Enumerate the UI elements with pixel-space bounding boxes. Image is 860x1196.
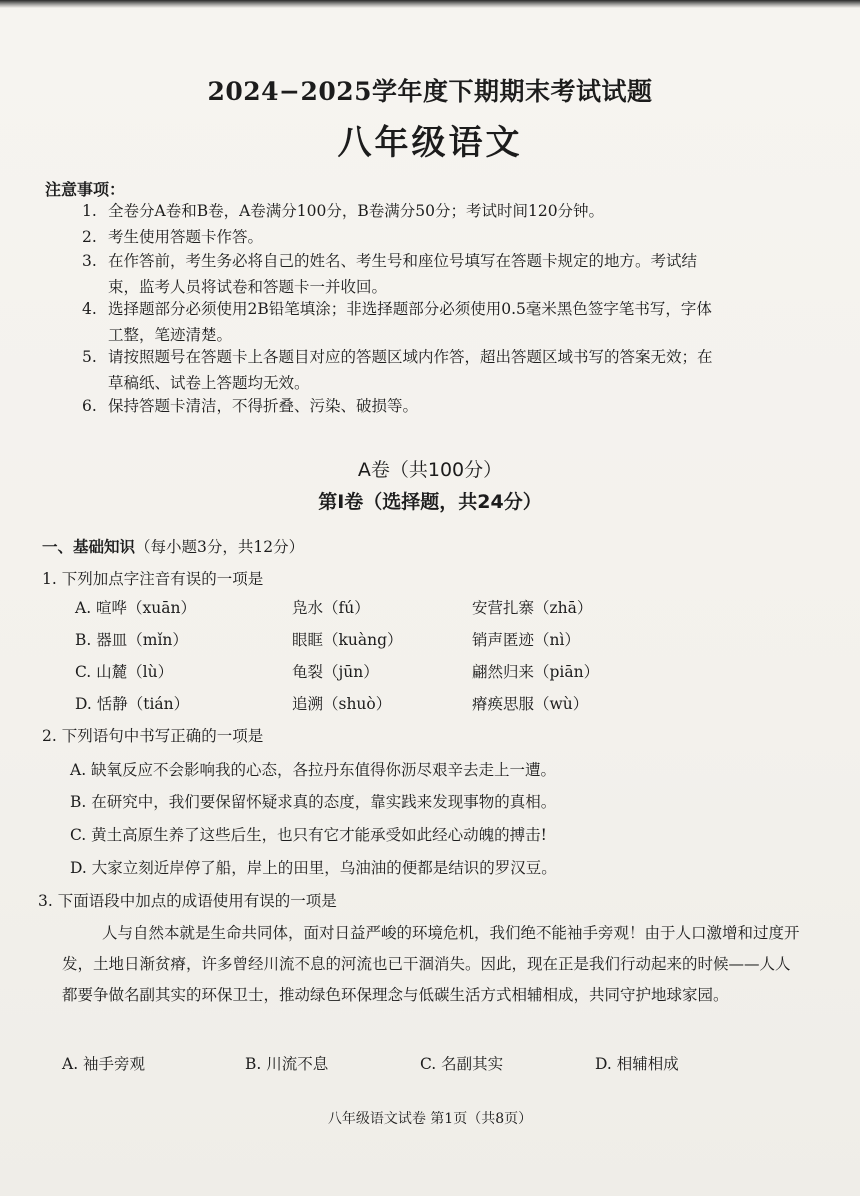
q1-option-d-1: D. 恬静（tián） bbox=[75, 695, 190, 713]
q1-option-a-3: 安营扎寨（zhā） bbox=[472, 599, 593, 617]
rule-text: 束，监考人员将试卷和答题卡一并收回。 bbox=[108, 278, 388, 296]
rule-number: 5. bbox=[82, 348, 97, 366]
exam-subject: 八年级语文 bbox=[337, 123, 523, 163]
rule-number: 3. bbox=[82, 252, 97, 270]
rule-number: 4. bbox=[82, 300, 97, 318]
q1-option-a-2: 凫水（fú） bbox=[292, 599, 370, 617]
part-1-note: （每小题3分，共12分） bbox=[135, 538, 305, 556]
notice-rule-1 bbox=[82, 198, 604, 224]
q2-option-d: D. 大家立刻近岸停了船，岸上的田里，乌油油的便都是结识的罗汉豆。 bbox=[70, 859, 557, 877]
q1-option-b-1: B. 器皿（mǐn） bbox=[75, 631, 188, 649]
q3-option-a: A. 袖手旁观 bbox=[62, 1055, 146, 1073]
rule-text: 选择题部分必须使用2B铅笔填涂；非选择题部分必须使用0.5毫米黑色签字笔书写，字体 bbox=[108, 300, 712, 318]
scan-edge-shadow bbox=[0, 0, 860, 8]
q3-option-d: D. 相辅相成 bbox=[595, 1055, 679, 1073]
q3-option-b: B. 川流不息 bbox=[245, 1055, 329, 1073]
q1-option-c-2: 龟裂（jūn） bbox=[292, 663, 379, 681]
question-1-stem: 1. 下列加点字注音有误的一项是 bbox=[42, 570, 264, 588]
q1-option-d-3: 瘠痪思服（wù） bbox=[472, 695, 589, 713]
q3-option-c: C. 名副其实 bbox=[420, 1055, 504, 1073]
rule-text: 草稿纸、试卷上答题均无效。 bbox=[108, 374, 310, 392]
notice-rule-2 bbox=[82, 224, 263, 250]
q1-option-d-2: 追溯（shuò） bbox=[292, 695, 392, 713]
page-footer: 八年级语文试卷 第1页（共8页） bbox=[327, 1111, 533, 1127]
q2-option-b: B. 在研究中，我们要保留怀疑求真的态度，靠实践来发现事物的真相。 bbox=[70, 793, 557, 811]
notice-heading: 注意事项： bbox=[45, 180, 126, 199]
notice-rule-6 bbox=[82, 393, 418, 419]
q1-option-a-1: A. 喧哗（xuān） bbox=[75, 599, 196, 617]
notice-rule-5 bbox=[82, 344, 713, 396]
rule-text: 工整，笔迹清楚。 bbox=[108, 326, 233, 344]
section-1-heading: 第Ⅰ卷（选择题，共24分） bbox=[318, 491, 542, 513]
section-a-heading: A卷（共100分） bbox=[357, 459, 503, 481]
q1-option-b-2: 眼眶（kuàng） bbox=[292, 631, 403, 649]
q2-option-c: C. 黄土高原生养了这些后生，也只有它才能承受如此经心动魄的搏击! bbox=[70, 826, 547, 844]
notice-rule-4 bbox=[82, 296, 712, 348]
q2-option-a: A. 缺氧反应不会影响我的心态，各拉丹东值得你沥尽艰辛去走上一遭。 bbox=[70, 761, 557, 779]
rule-text: 考生使用答题卡作答。 bbox=[108, 228, 264, 246]
question-2-stem: 2. 下列语句中书写正确的一项是 bbox=[42, 727, 264, 745]
exam-title: 2024−2025学年度下期期末考试试题 bbox=[207, 77, 653, 106]
part-1-title: 一、基础知识 bbox=[42, 537, 136, 556]
question-3-stem: 3. 下面语段中加点的成语使用有误的一项是 bbox=[38, 892, 337, 910]
q1-option-c-3: 翩然归来（piān） bbox=[472, 663, 600, 681]
rule-text: 在作答前，考生务必将自己的姓名、考生号和座位号填写在答题卡规定的地方。考试结 bbox=[108, 252, 698, 270]
rule-text: 全卷分A卷和B卷，A卷满分100分，B卷满分50分；考试时间120分钟。 bbox=[108, 202, 605, 220]
rule-number: 1. bbox=[82, 202, 97, 220]
part-1-heading bbox=[42, 535, 304, 557]
rule-text: 保持答题卡清洁，不得折叠、污染、破损等。 bbox=[108, 397, 419, 415]
q1-option-c-1: C. 山麓（lù） bbox=[75, 663, 174, 681]
notice-rule-3 bbox=[82, 248, 697, 300]
rule-number: 6. bbox=[82, 397, 97, 415]
rule-text: 请按照题号在答题卡上各题目对应的答题区域内作答，超出答题区域书写的答案无效；在 bbox=[108, 348, 713, 366]
rule-number: 2. bbox=[82, 228, 97, 246]
q3-passage: 人与自然本就是生命共同体，面对日益严峻的环境危机，我们绝不能袖手旁观！由于人口激增和过度开发，土地日渐贫瘠，许多曾经川流不息的河流也已干涸消失。因此，现在正是我们行动起来的时候——人人都要争做名副其实的环保卫士，推动绿色环保理念与低碳生活方式相辅相成，共同守护地球家园。 bbox=[62, 924, 800, 1004]
q1-option-b-3: 销声匿迹（nì） bbox=[472, 631, 580, 649]
